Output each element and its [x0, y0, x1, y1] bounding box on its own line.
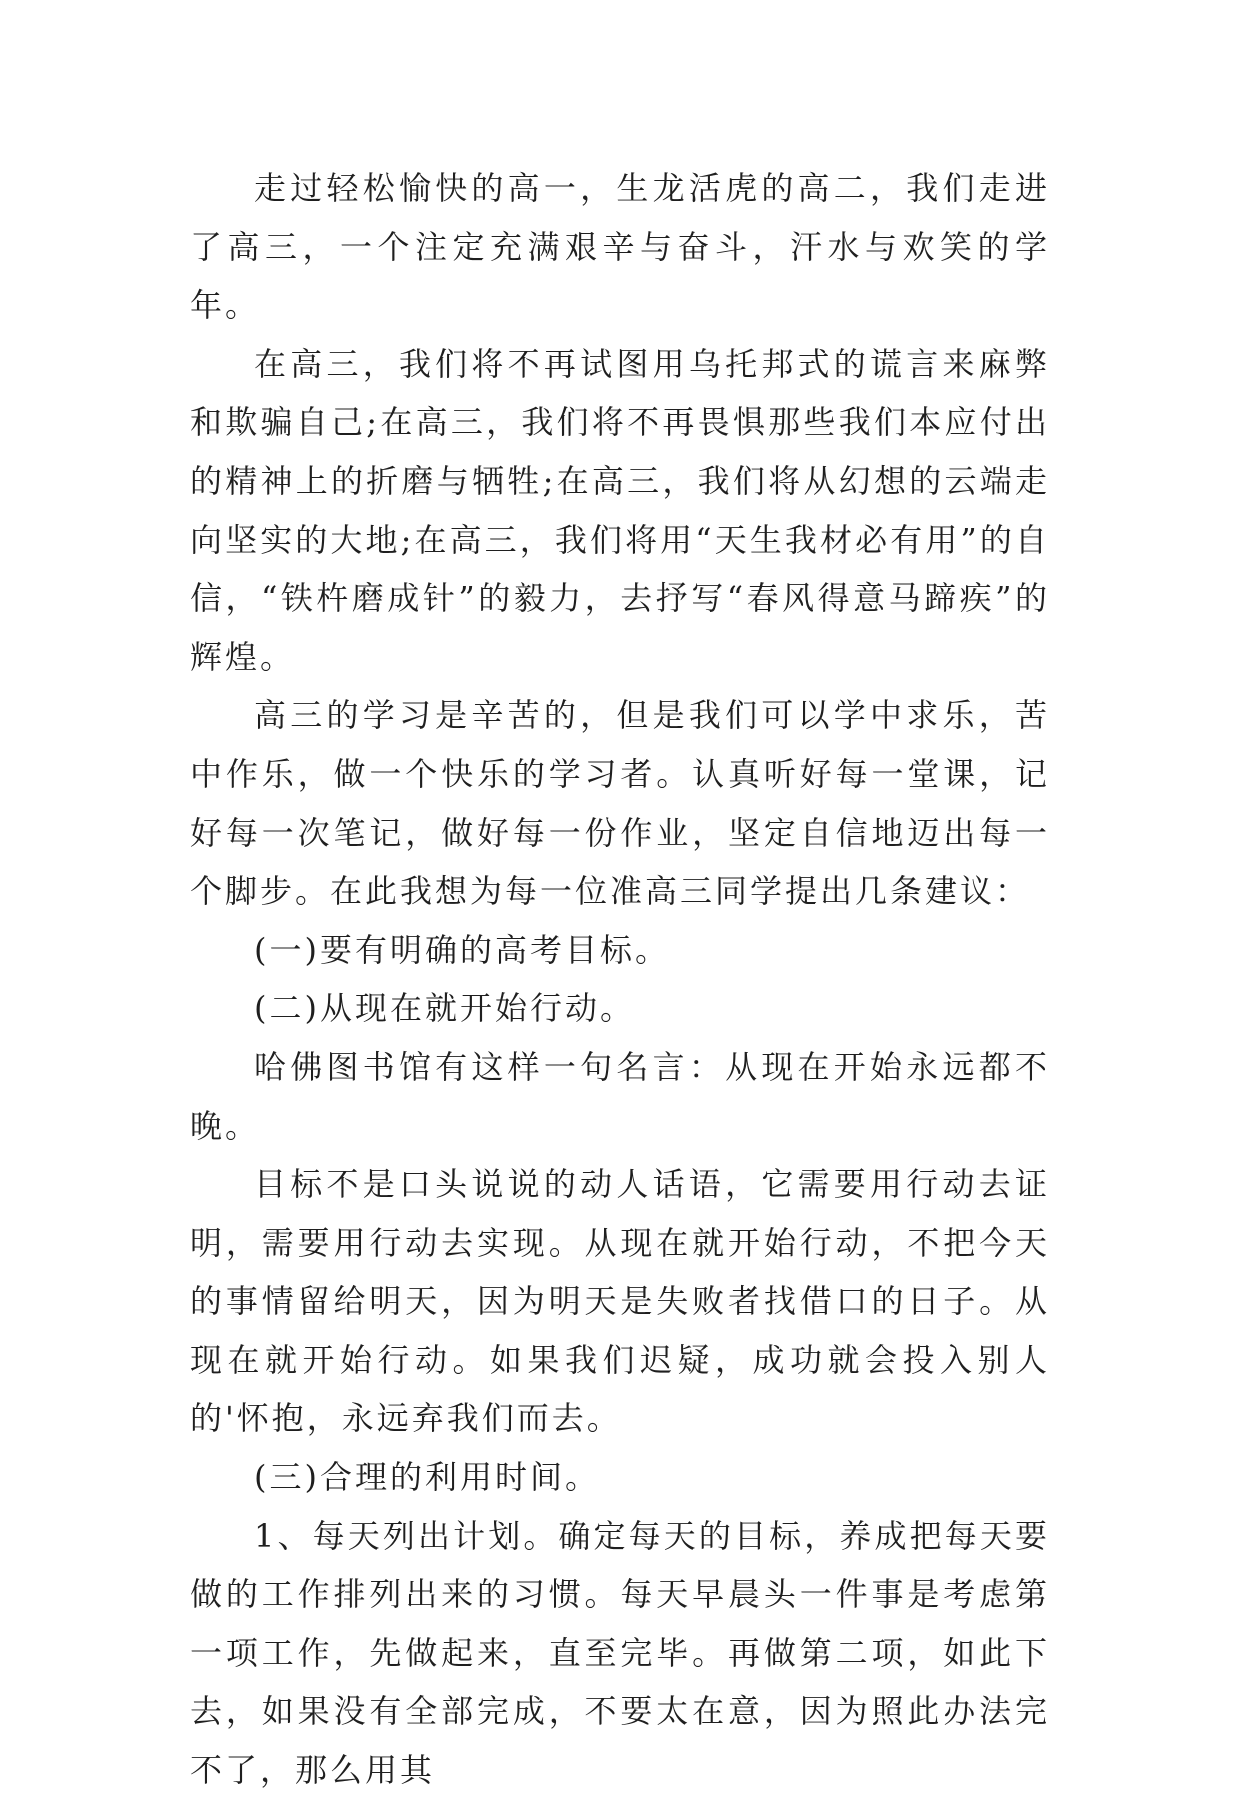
paragraph-senior-year: 在高三，我们将不再试图用乌托邦式的谎言来麻弊和欺骗自己;在高三，我们将不再畏惧那些我们本应付出的精神上的折磨与牺牲;在高三，我们将从幻想的云端走向坚实的大地;在高三，我们将用“天生我材必有用”的自信，“铁杵磨成针”的毅力，去抒写“春风得意马蹄疾”的辉煌。 [190, 344, 1050, 676]
paragraph-point-one: (一)要有明确的高考目标。 [254, 930, 670, 969]
paragraph-point-three: (三)合理的利用时间。 [254, 1458, 600, 1497]
paragraph-daily-plan: 1、每天列出计划。确定每天的目标，养成把每天要做的工作排列出来的习惯。每天早晨头一件事是考虑第一项工作，先做起来，直至完毕。再做第二项，如此下去，如果没有全部完成，不要太在意，因为照此办法完不了，那么用其 [190, 1516, 1050, 1790]
paragraph-intro: 走过轻松愉快的高一，生龙活虎的高二，我们走进了高三，一个注定充满艰辛与奋斗，汗水与欢笑的学年。 [190, 169, 1050, 325]
document-body [190, 159, 1050, 1800]
paragraph-point-two: (二)从现在就开始行动。 [254, 989, 635, 1028]
paragraph-study-advice: 高三的学习是辛苦的，但是我们可以学中求乐，苦中作乐，做一个快乐的学习者。认真听好每一堂课，记好每一次笔记，做好每一份作业，坚定自信地迈出每一个脚步。在此我想为每一位准高三同学提出几条建议： [190, 696, 1050, 911]
paragraph-harvard-quote: 哈佛图书馆有这样一句名言：从现在开始永远都不晚。 [190, 1047, 1050, 1145]
paragraph-action: 目标不是口头说说的动人话语，它需要用行动去证明，需要用行动去实现。从现在就开始行动，不把今天的事情留给明天，因为明天是失败者找借口的日子。从现在就开始行动。如果我们迟疑，成功就会投入别人的'怀抱，永远弃我们而去。 [190, 1165, 1050, 1438]
